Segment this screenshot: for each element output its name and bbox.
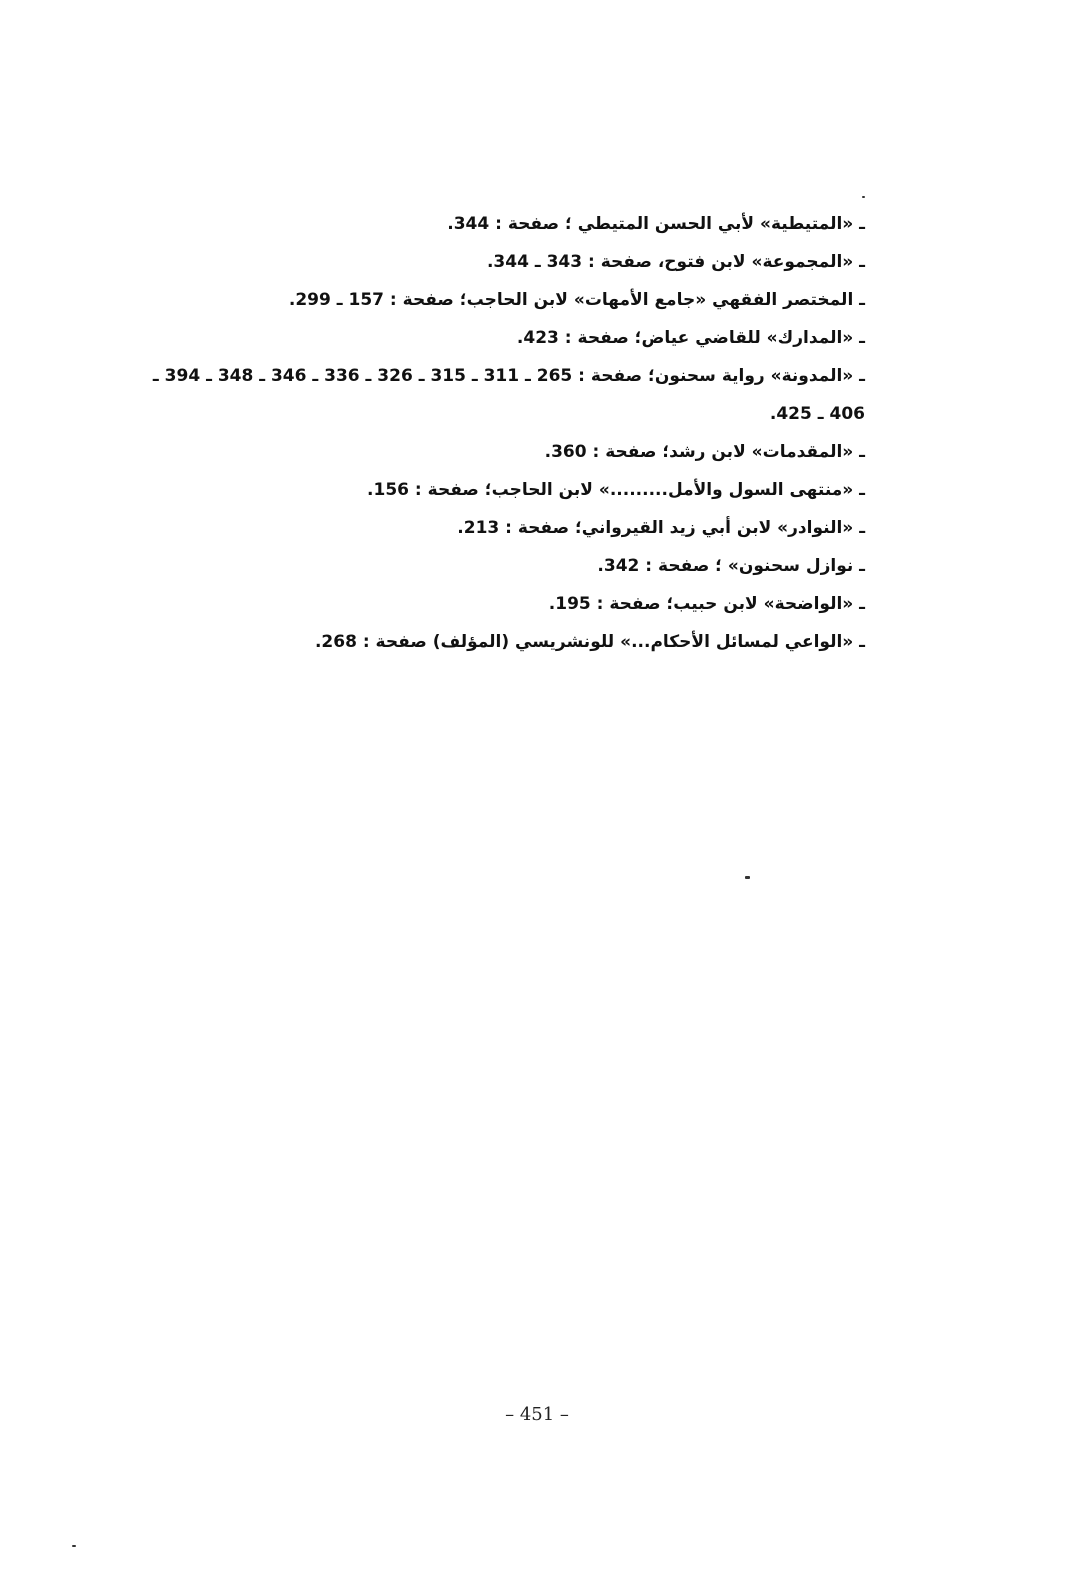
index-entry: ـ «النوادر» لابن أبي زيد القيرواني؛ صفحة : 213.: [457, 518, 865, 538]
page-number: – 451 –: [505, 1404, 569, 1425]
index-entry: ـ «الواضحة» لابن حبيب؛ صفحة : 195.: [548, 594, 865, 614]
index-entry: ـ نوازل سحنون» ؛ صفحة : 342.: [597, 556, 865, 576]
scan-speck: [72, 1545, 76, 1547]
index-list: [80, 205, 865, 661]
index-entry: ـ «المدارك» للقاضي عياض؛ صفحة : 423.: [516, 328, 865, 348]
scan-speck: [745, 876, 750, 879]
index-entry: ـ «الواعي لمسائل الأحكام...» للونشريسي (المؤلف) صفحة : 268.: [314, 632, 865, 652]
index-entry: ـ «المجموعة» لابن فتوح، صفحة : 343 ـ 344.: [486, 252, 865, 272]
index-entry: ـ «المدونة» رواية سحنون؛ صفحة : 265 ـ 311 ـ 315 ـ 326 ـ 336 ـ 346 ـ 348 ـ 394 ـ: [152, 366, 865, 386]
index-entry: ـ «المقدمات» لابن رشد؛ صفحة : 360.: [544, 442, 865, 462]
index-entry: ـ «المتيطية» لأبي الحسن المتيطي ؛ صفحة : 344.: [447, 214, 865, 234]
index-entry: ـ المختصر الفقهي «جامع الأمهات» لابن الحاجب؛ صفحة : 157 ـ 299.: [288, 290, 865, 310]
index-entry-continuation: 406 ـ 425.: [769, 404, 865, 424]
scan-speck: [862, 196, 865, 198]
index-entry: ـ «منتهى السول والأمل.........» لابن الحاجب؛ صفحة : 156.: [367, 480, 865, 500]
